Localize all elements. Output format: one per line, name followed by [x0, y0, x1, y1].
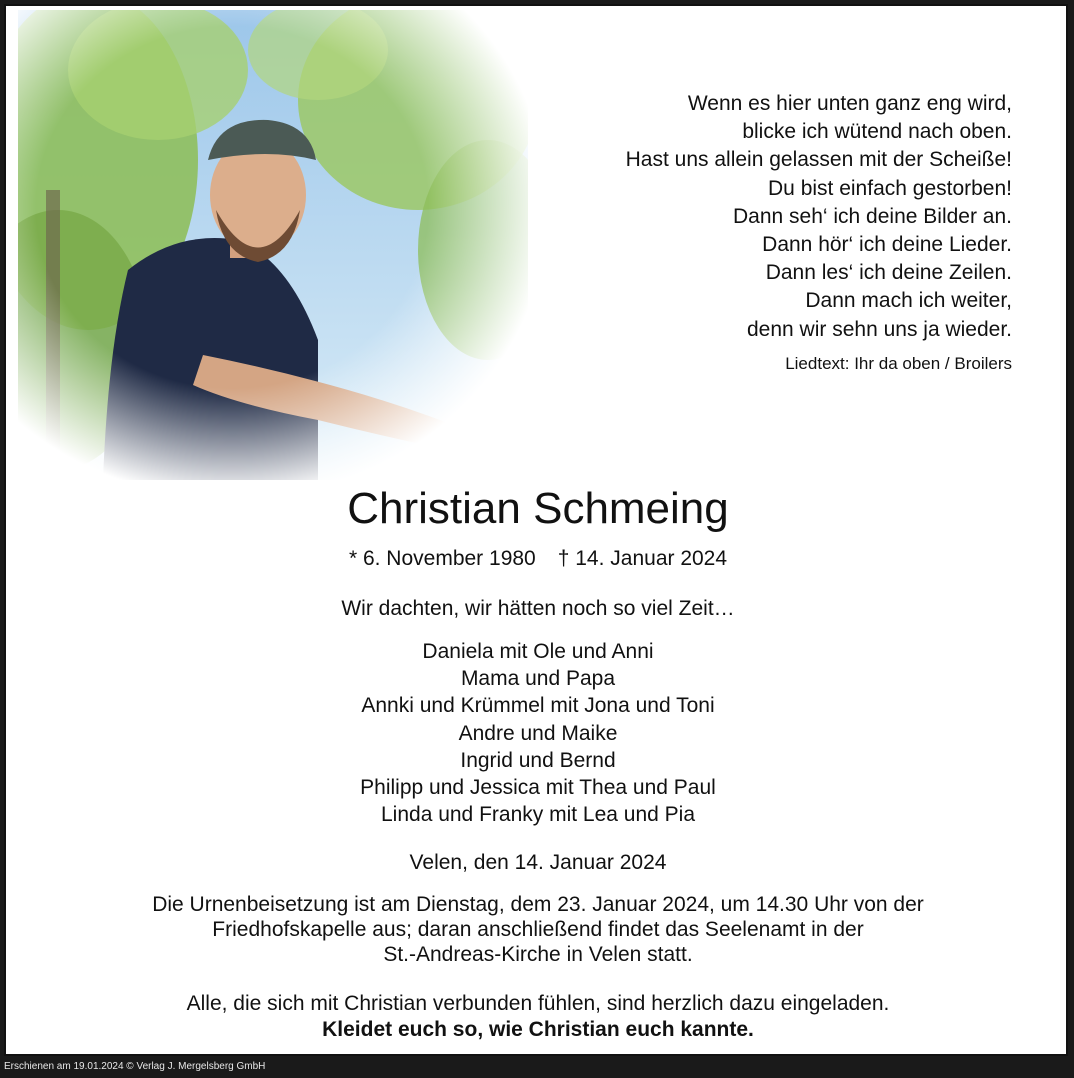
poem-line: Dann les‘ ich deine Zeilen.: [765, 261, 1012, 285]
poem-line: Du bist einfach gestorben!: [768, 176, 1012, 200]
poem-credit: Liedtext: Ihr da oben / Broilers: [785, 353, 1012, 373]
funeral-line: Die Urnenbeisetzung ist am Dienstag, dem 23. Januar 2024, um 14.30 Uhr von der: [152, 893, 924, 916]
funeral-line: Friedhofskapelle aus; daran anschließend findet das Seelenamt in der: [212, 918, 864, 941]
birth-date: * 6. November 1980: [348, 547, 536, 570]
mourner-entry: Mama und Papa: [460, 667, 616, 691]
mourner-entry: Ingrid und Bernd: [460, 748, 616, 772]
portrait-image: [18, 10, 528, 480]
poem-line: Dann hör‘ ich deine Lieder.: [762, 233, 1012, 257]
poem-line: Dann mach ich weiter,: [805, 289, 1012, 313]
mourner-entry: Linda und Franky mit Lea und Pia: [380, 803, 696, 827]
life-dates: [6, 547, 1068, 571]
poem-line: Dann seh‘ ich deine Bilder an.: [732, 204, 1012, 228]
portrait-photo: [18, 10, 528, 480]
publication-footer: Erschienen am 19.01.2024 © Verlag J. Mergelsberg GmbH: [4, 1061, 266, 1072]
dress-code-text: Kleidet euch so, wie Christian euch kannte.: [322, 1018, 754, 1041]
poem-line: Hast uns allein gelassen mit der Scheiße!: [625, 148, 1012, 172]
memorial-quote: Wir dachten, wir hätten noch so viel Zeit…: [341, 597, 735, 620]
invitation-text: Alle, die sich mit Christian verbunden fühlen, sind herzlich dazu eingeladen.: [186, 992, 890, 1015]
mourner-entry: Daniela mit Ole und Anni: [422, 640, 654, 663]
mourner-entry: Andre und Maike: [458, 721, 618, 745]
death-date: † 14. Januar 2024: [557, 547, 728, 570]
mourners-list: [6, 638, 1068, 828]
mourner-entry: Annki und Krümmel mit Jona und Toni: [361, 694, 715, 718]
deceased-name: Christian Schmeing: [347, 484, 729, 533]
poem-line: denn wir sehn uns ja wieder.: [747, 317, 1012, 341]
poem-block: [492, 90, 1012, 378]
obituary-notice: [4, 4, 1068, 1056]
poem-line: Wenn es hier unten ganz eng wird,: [687, 92, 1012, 115]
poem-line: blicke ich wütend nach oben.: [742, 120, 1012, 144]
invitation-block: [6, 991, 1068, 1043]
place-and-date: Velen, den 14. Januar 2024: [409, 851, 667, 874]
funeral-details: [6, 892, 1068, 967]
funeral-line: St.-Andreas-Kirche in Velen statt.: [383, 943, 693, 966]
mourner-entry: Philipp und Jessica mit Thea und Paul: [360, 776, 716, 800]
